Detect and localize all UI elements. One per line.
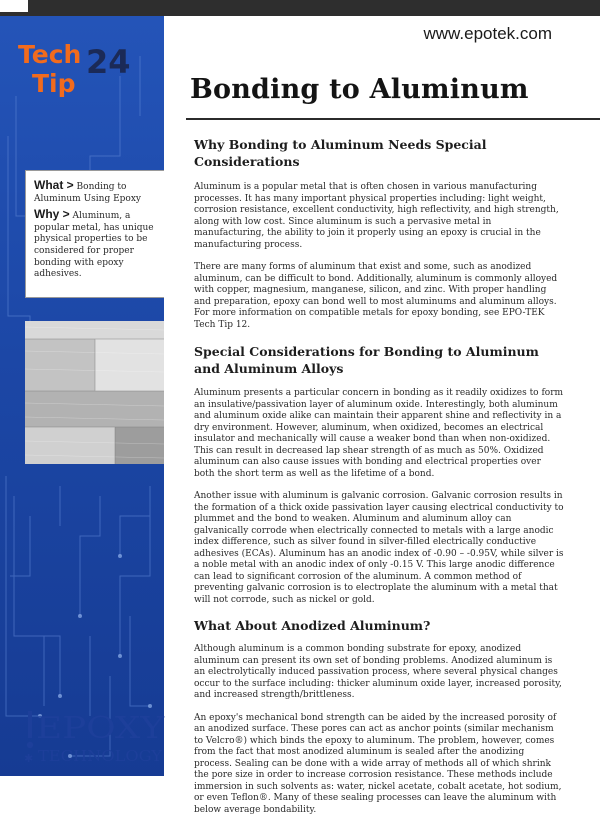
body-paragraph: An epoxy's mechanical bond strength can be aided by the increased porosity of an anodized surface. These pores can act as anchor points (similar mechanism to Velcro®) which binds the epoxy to aluminum. The problem, however, comes from the fact that most anodized aluminum is sealed after the anodizing process. Sealing can be done with a wide array of methods all of which shrink the pore size in order to increase corrosion resistance. These methods include immersion in such solvents as: water, nickel acetate, cobalt acetate, hot sodium, or even Teflon®. Many of these sealing processes can leave the aluminum with below average bondability. bbox=[194, 713, 564, 816]
body-paragraph: There are many forms of aluminum that exist and some, such as anodized aluminum, can be difficult to bond. Additionally, aluminum is commonly alloyed with copper, magnesium, manganese, silicon, and zinc. With proper handling and preparation, epoxy can bond well to most aluminums and aluminum alloys. For more information on compatible metals for epoxy bonding, see EPO-TEK Tech Tip 12. bbox=[194, 262, 564, 331]
why-label: Why > bbox=[34, 207, 70, 221]
logo-bar bbox=[28, 711, 32, 738]
logo-graphic bbox=[20, 709, 170, 769]
tip-label: Tip bbox=[32, 71, 76, 96]
tech-label: Tech bbox=[18, 42, 81, 67]
body-paragraph: Aluminum presents a particular concern in bonding as it readily oxidizes to form an insulative/passivation layer of aluminum oxide. Interestingly, both aluminum and aluminum oxide alike can maintain their apparent shine and reflectivity in a dry environment. However, aluminum, when oxidized, becomes an electrical insulator and mechanically will cause a weaker bond than when non-oxidized. This can result in decreased lap shear strength of as much as 50%. Oxidized aluminum can also cause issues with bonding and electrical properties over both the short term as well as the lifetime of a bond. bbox=[194, 388, 564, 480]
logo-dot bbox=[27, 742, 33, 748]
article-body bbox=[194, 136, 564, 816]
brushed-aluminum-image bbox=[25, 321, 164, 464]
body-paragraph: Aluminum is a popular metal that is often chosen in various manufacturing processes. It has many important physical properties including: light weight, corrosion resistance, excellent conductivity, high reflectivity, and high strength, along with low cost. Since aluminum is such a pervasive metal in manufacturing, the ability to join it properly using an epoxy is crucial in the manufacturing process. bbox=[194, 182, 564, 251]
logo-word-technology: TECHNOLOGY bbox=[38, 747, 163, 765]
summary-box bbox=[25, 170, 164, 298]
body-paragraph: Although aluminum is a common bonding substrate for epoxy, anodized aluminum can present its own set of bonding problems. Anodized aluminum is an electrolytically induced passivation process, where several physical changes occur to the surface including: thicker aluminum oxide layer, increased porosity, and increased strength/brittleness. bbox=[194, 644, 564, 702]
section-heading: Special Considerations for Bonding to Aluminum and Aluminum Alloys bbox=[194, 343, 564, 377]
top-bar bbox=[0, 0, 600, 16]
top-bar-notch bbox=[0, 0, 28, 12]
what-label: What > bbox=[34, 178, 74, 192]
logo-word-epoxy: EPOXY bbox=[36, 711, 165, 746]
tip-number: 24 bbox=[86, 46, 131, 78]
title-divider bbox=[186, 118, 600, 120]
body-paragraph: Another issue with aluminum is galvanic corrosion. Galvanic corrosion results in the formation of a thick oxide passivation layer causing electrical conductivity to plummet and the bond to weaken. Aluminum and aluminum alloy can galvanically corrode when electrically connected to metals with a large anodic index difference, such as silver found in silver-filled electrically conductive adhesives (ECAs). Aluminum has an anodic index of -0.90 – -0.95V, while silver is a noble metal with an anodic index of only -0.15 V. This large anodic difference can lead to significant corrosion of the aluminum. A common method of preventing galvanic corrosion is to electroplate the aluminum with a metal that will not corrode, such as nickel or gold. bbox=[194, 491, 564, 606]
epoxy-technology-logo bbox=[20, 709, 170, 769]
what-text: Bonding to Aluminum Using Epoxy bbox=[34, 182, 141, 204]
page-title: Bonding to Aluminum bbox=[190, 74, 529, 105]
logo-asterisk-icon: ✱ bbox=[24, 752, 33, 765]
section-heading: What About Anodized Aluminum? bbox=[194, 617, 564, 634]
aluminum-photo bbox=[25, 321, 164, 464]
why-text: Aluminum, a popular metal, has unique physical properties to be considered for proper bonding with epoxy adhesives. bbox=[34, 211, 154, 279]
section-heading: Why Bonding to Aluminum Needs Special Considerations bbox=[194, 136, 564, 170]
website-url[interactable]: www.epotek.com bbox=[424, 24, 553, 44]
